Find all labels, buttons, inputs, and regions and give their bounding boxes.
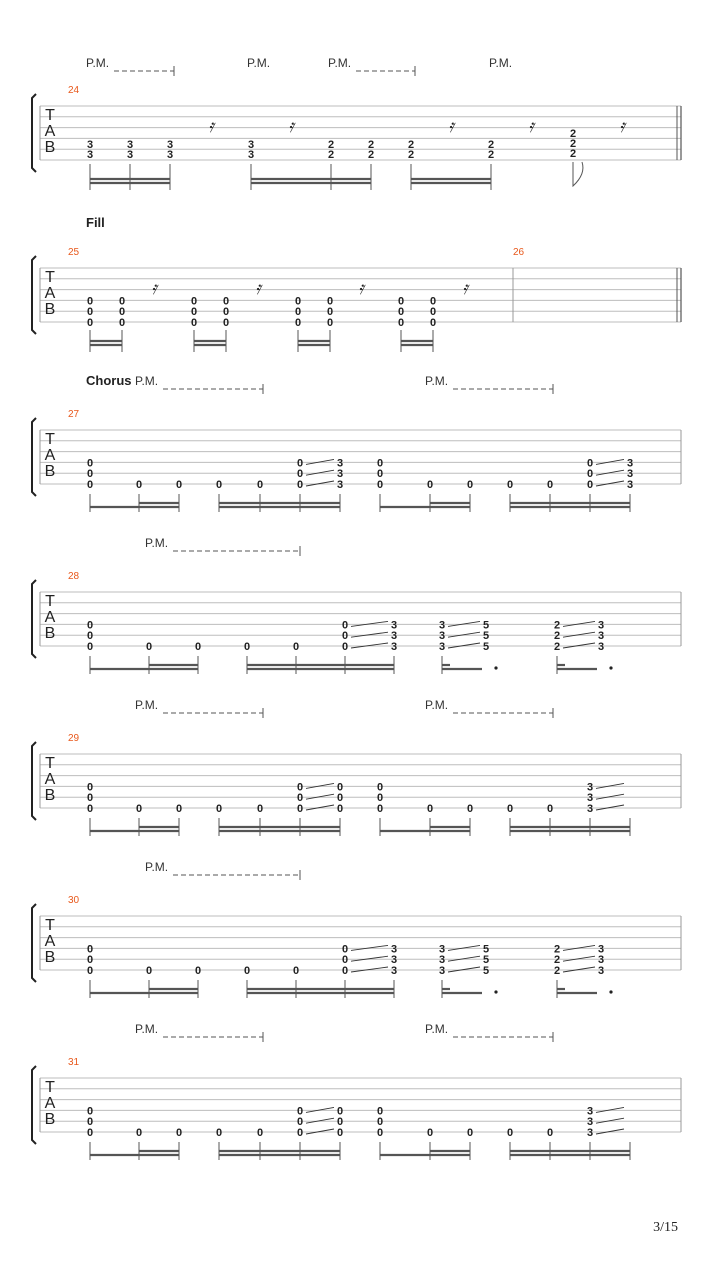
fret-number: 0 — [376, 457, 384, 470]
fret-number: 0 — [546, 803, 554, 815]
fret-number: 0 — [376, 803, 384, 815]
fret-number: 3 — [336, 479, 344, 491]
fret-number: 0 — [336, 1116, 344, 1129]
system-24 — [32, 56, 681, 190]
rest-symbol: 𝄿 — [358, 278, 364, 299]
fret-number: 0 — [397, 306, 405, 319]
fret-number: 0 — [243, 641, 251, 653]
fret-number: 0 — [336, 781, 344, 794]
palm-mute-label: P.M. — [425, 1022, 449, 1036]
fret-number: 3 — [597, 641, 605, 653]
fret-number: 0 — [194, 641, 202, 653]
palm-mute-label: P.M. — [247, 56, 271, 70]
tab-clef-letter: B — [44, 301, 56, 318]
fret-number: 2 — [367, 139, 375, 151]
palm-mute-label: P.M. — [425, 698, 449, 712]
fret-number: 0 — [341, 965, 349, 977]
fret-number: 0 — [326, 306, 334, 319]
fret-number: 0 — [466, 803, 474, 815]
fret-number: 0 — [256, 1127, 264, 1139]
fret-number: 0 — [292, 641, 300, 653]
fret-number: 0 — [86, 943, 94, 956]
tab-clef-letter: B — [44, 949, 56, 966]
fret-number: 0 — [326, 295, 334, 308]
measure-number: 30 — [68, 895, 80, 906]
palm-mute-label: P.M. — [135, 698, 159, 712]
fret-number: 3 — [166, 149, 174, 161]
tab-clef-letter: T — [45, 917, 55, 934]
fret-number: 0 — [86, 630, 94, 643]
fret-number: 0 — [86, 1127, 94, 1139]
fret-number: 2 — [367, 149, 375, 161]
fret-number: 0 — [376, 1127, 384, 1139]
fret-number: 0 — [341, 641, 349, 653]
system-bracket — [32, 418, 36, 496]
fret-number: 3 — [586, 1127, 594, 1139]
measure-number: 29 — [68, 733, 80, 744]
fret-number: 3 — [586, 803, 594, 815]
system-30 — [32, 860, 681, 998]
fret-number: 3 — [586, 792, 594, 805]
tab-clef-letter: A — [44, 609, 56, 626]
fret-number: 3 — [626, 468, 634, 481]
fret-number: 0 — [175, 803, 183, 815]
palm-mute-label: P.M. — [135, 1022, 159, 1036]
fret-number: 2 — [569, 138, 577, 151]
dot — [609, 666, 612, 669]
fret-number: 3 — [438, 954, 446, 967]
fret-number: 0 — [292, 965, 300, 977]
fret-number: 0 — [190, 317, 198, 329]
tab-clef-letter: A — [44, 285, 56, 302]
fret-number: 5 — [482, 943, 490, 956]
rest-symbol: 𝄿 — [255, 278, 261, 299]
tab-clef-letter: T — [45, 1079, 55, 1096]
fret-number: 0 — [175, 1127, 183, 1139]
fret-number: 3 — [626, 457, 634, 470]
rest-symbol: 𝄿 — [528, 116, 534, 137]
fret-number: 0 — [294, 317, 302, 329]
fret-number: 0 — [86, 306, 94, 319]
fret-number: 2 — [553, 630, 561, 643]
rest-symbol: 𝄿 — [448, 116, 454, 137]
fret-number: 2 — [553, 965, 561, 977]
section-label: Fill — [86, 215, 105, 230]
fret-number: 0 — [86, 295, 94, 308]
tab-clef-letter: B — [44, 463, 56, 480]
fret-number: 0 — [586, 457, 594, 470]
fret-number: 2 — [327, 139, 335, 151]
fret-number: 0 — [546, 1127, 554, 1139]
fret-number: 2 — [487, 139, 495, 151]
tab-clef-letter: T — [45, 431, 55, 448]
fret-number: 2 — [487, 149, 495, 161]
fret-number: 3 — [390, 619, 398, 632]
fret-number: 3 — [390, 630, 398, 643]
fret-number: 0 — [376, 479, 384, 491]
fret-number: 0 — [296, 1116, 304, 1129]
fret-number: 2 — [553, 619, 561, 632]
fret-number: 3 — [126, 139, 134, 151]
palm-mute-label: P.M. — [135, 374, 159, 388]
measure-number: 25 — [68, 247, 80, 258]
fret-number: 0 — [397, 317, 405, 329]
palm-mute-label: P.M. — [86, 56, 110, 70]
system-bracket — [32, 1066, 36, 1144]
system-25-26 — [32, 215, 681, 352]
tab-clef-letter: A — [44, 1095, 56, 1112]
tab-clef-letter: B — [44, 625, 56, 642]
fret-number: 0 — [429, 306, 437, 319]
fret-number: 3 — [390, 641, 398, 653]
fret-number: 3 — [336, 468, 344, 481]
fret-number: 0 — [222, 295, 230, 308]
palm-mute-label: P.M. — [145, 536, 169, 550]
fret-number: 0 — [222, 317, 230, 329]
fret-number: 0 — [376, 1116, 384, 1129]
fret-number: 0 — [376, 792, 384, 805]
fret-number: 0 — [296, 468, 304, 481]
fret-number: 3 — [438, 965, 446, 977]
section-label: Chorus — [86, 373, 132, 388]
fret-number: 3 — [586, 1105, 594, 1118]
fret-number: 0 — [86, 954, 94, 967]
fret-number: 0 — [426, 1127, 434, 1139]
fret-number: 0 — [215, 803, 223, 815]
tab-clef-letter: B — [44, 139, 56, 156]
fret-number: 2 — [407, 139, 415, 151]
fret-number: 3 — [438, 619, 446, 632]
system-bracket — [32, 904, 36, 982]
fret-number: 0 — [145, 641, 153, 653]
fret-number: 3 — [597, 943, 605, 956]
tab-clef-letter: B — [44, 787, 56, 804]
system-28 — [32, 536, 681, 674]
fret-number: 0 — [341, 954, 349, 967]
system-bracket — [32, 256, 36, 334]
fret-number: 5 — [482, 619, 490, 632]
fret-number: 0 — [429, 295, 437, 308]
fret-number: 0 — [326, 317, 334, 329]
rest-symbol: 𝄿 — [151, 278, 157, 299]
fret-number: 5 — [482, 965, 490, 977]
fret-number: 0 — [506, 803, 514, 815]
fret-number: 0 — [341, 943, 349, 956]
tab-clef-letter: T — [45, 755, 55, 772]
fret-number: 3 — [126, 149, 134, 161]
fret-number: 3 — [438, 641, 446, 653]
fret-number: 0 — [296, 781, 304, 794]
measure-number: 24 — [68, 85, 80, 96]
fret-number: 3 — [86, 149, 94, 161]
page-number: 3/15 — [653, 1220, 678, 1235]
fret-number: 0 — [336, 1105, 344, 1118]
fret-number: 0 — [294, 306, 302, 319]
system-27 — [32, 373, 681, 512]
fret-number: 3 — [626, 479, 634, 491]
fret-number: 2 — [569, 128, 577, 141]
measure-number: 31 — [68, 1057, 80, 1068]
tab-clef-letter: A — [44, 447, 56, 464]
fret-number: 0 — [86, 965, 94, 977]
measure-number: 27 — [68, 409, 80, 420]
system-31 — [32, 1022, 681, 1160]
fret-number: 0 — [376, 468, 384, 481]
fret-number: 3 — [597, 954, 605, 967]
fret-number: 0 — [296, 457, 304, 470]
fret-number: 0 — [296, 1127, 304, 1139]
measure-number: 28 — [68, 571, 80, 582]
fret-number: 0 — [429, 317, 437, 329]
fret-number: 0 — [466, 479, 474, 491]
fret-number: 2 — [327, 149, 335, 161]
fret-number: 3 — [247, 139, 255, 151]
fret-number: 0 — [256, 803, 264, 815]
fret-number: 0 — [336, 792, 344, 805]
fret-number: 2 — [553, 954, 561, 967]
fret-number: 0 — [336, 803, 344, 815]
fret-number: 0 — [118, 317, 126, 329]
fret-number: 0 — [256, 479, 264, 491]
fret-number: 3 — [390, 954, 398, 967]
fret-number: 0 — [86, 641, 94, 653]
fret-number: 3 — [86, 139, 94, 151]
fret-number: 0 — [86, 792, 94, 805]
dot — [494, 666, 497, 669]
fret-number: 0 — [466, 1127, 474, 1139]
fret-number: 0 — [294, 295, 302, 308]
fret-number: 0 — [86, 317, 94, 329]
fret-number: 0 — [296, 803, 304, 815]
fret-number: 0 — [586, 479, 594, 491]
fret-number: 5 — [482, 954, 490, 967]
fret-number: 0 — [586, 468, 594, 481]
tab-clef-letter: T — [45, 107, 55, 124]
fret-number: 0 — [86, 803, 94, 815]
system-bracket — [32, 94, 36, 172]
fret-number: 0 — [86, 619, 94, 632]
fret-number: 0 — [426, 803, 434, 815]
system-29 — [32, 698, 681, 836]
fret-number: 0 — [135, 1127, 143, 1139]
fret-number: 5 — [482, 630, 490, 643]
rest-symbol: 𝄿 — [288, 116, 294, 137]
fret-number: 0 — [118, 306, 126, 319]
fret-number: 0 — [190, 306, 198, 319]
fret-number: 0 — [506, 1127, 514, 1139]
fret-number: 0 — [194, 965, 202, 977]
measure-number: 26 — [513, 247, 525, 258]
fret-number: 0 — [546, 479, 554, 491]
dot — [494, 990, 497, 993]
fret-number: 0 — [336, 1127, 344, 1139]
fret-number: 3 — [597, 965, 605, 977]
fret-number: 3 — [586, 781, 594, 794]
fret-number: 0 — [215, 1127, 223, 1139]
rest-symbol: 𝄿 — [462, 278, 468, 299]
note-flag — [573, 162, 583, 186]
fret-number: 3 — [247, 149, 255, 161]
fret-number: 0 — [135, 803, 143, 815]
palm-mute-label: P.M. — [328, 56, 352, 70]
fret-number: 3 — [597, 619, 605, 632]
fret-number: 0 — [86, 1116, 94, 1129]
fret-number: 3 — [597, 630, 605, 643]
tab-clef-letter: A — [44, 933, 56, 950]
fret-number: 0 — [118, 295, 126, 308]
fret-number: 0 — [426, 479, 434, 491]
fret-number: 0 — [86, 457, 94, 470]
fret-number: 3 — [166, 139, 174, 151]
fret-number: 0 — [86, 468, 94, 481]
fret-number: 2 — [553, 943, 561, 956]
fret-number: 0 — [145, 965, 153, 977]
fret-number: 0 — [215, 479, 223, 491]
tab-clef-letter: T — [45, 593, 55, 610]
palm-mute-label: P.M. — [145, 860, 169, 874]
fret-number: 0 — [296, 792, 304, 805]
fret-number: 0 — [341, 619, 349, 632]
fret-number: 3 — [336, 457, 344, 470]
fret-number: 3 — [390, 943, 398, 956]
fret-number: 5 — [482, 641, 490, 653]
fret-number: 0 — [243, 965, 251, 977]
fret-number: 2 — [569, 148, 577, 161]
rest-symbol: 𝄿 — [619, 116, 625, 137]
fret-number: 2 — [553, 641, 561, 653]
fret-number: 0 — [135, 479, 143, 491]
fret-number: 0 — [341, 630, 349, 643]
fret-number: 2 — [407, 149, 415, 161]
fret-number: 3 — [438, 630, 446, 643]
palm-mute-label: P.M. — [425, 374, 449, 388]
fret-number: 0 — [190, 295, 198, 308]
palm-mute-label: P.M. — [489, 56, 513, 70]
fret-number: 0 — [86, 1105, 94, 1118]
fret-number: 0 — [397, 295, 405, 308]
fret-number: 0 — [296, 1105, 304, 1118]
fret-number: 3 — [586, 1116, 594, 1129]
fret-number: 3 — [438, 943, 446, 956]
fret-number: 3 — [390, 965, 398, 977]
system-bracket — [32, 742, 36, 820]
tab-clef-letter: T — [45, 269, 55, 286]
system-bracket — [32, 580, 36, 658]
tab-clef-letter: A — [44, 771, 56, 788]
tab-clef-letter: B — [44, 1111, 56, 1128]
fret-number: 0 — [86, 479, 94, 491]
fret-number: 0 — [296, 479, 304, 491]
tab-clef-letter: A — [44, 123, 56, 140]
fret-number: 0 — [376, 1105, 384, 1118]
fret-number: 0 — [175, 479, 183, 491]
fret-number: 0 — [506, 479, 514, 491]
fret-number: 0 — [222, 306, 230, 319]
rest-symbol: 𝄿 — [208, 116, 214, 137]
dot — [609, 990, 612, 993]
fret-number: 0 — [376, 781, 384, 794]
fret-number: 0 — [86, 781, 94, 794]
